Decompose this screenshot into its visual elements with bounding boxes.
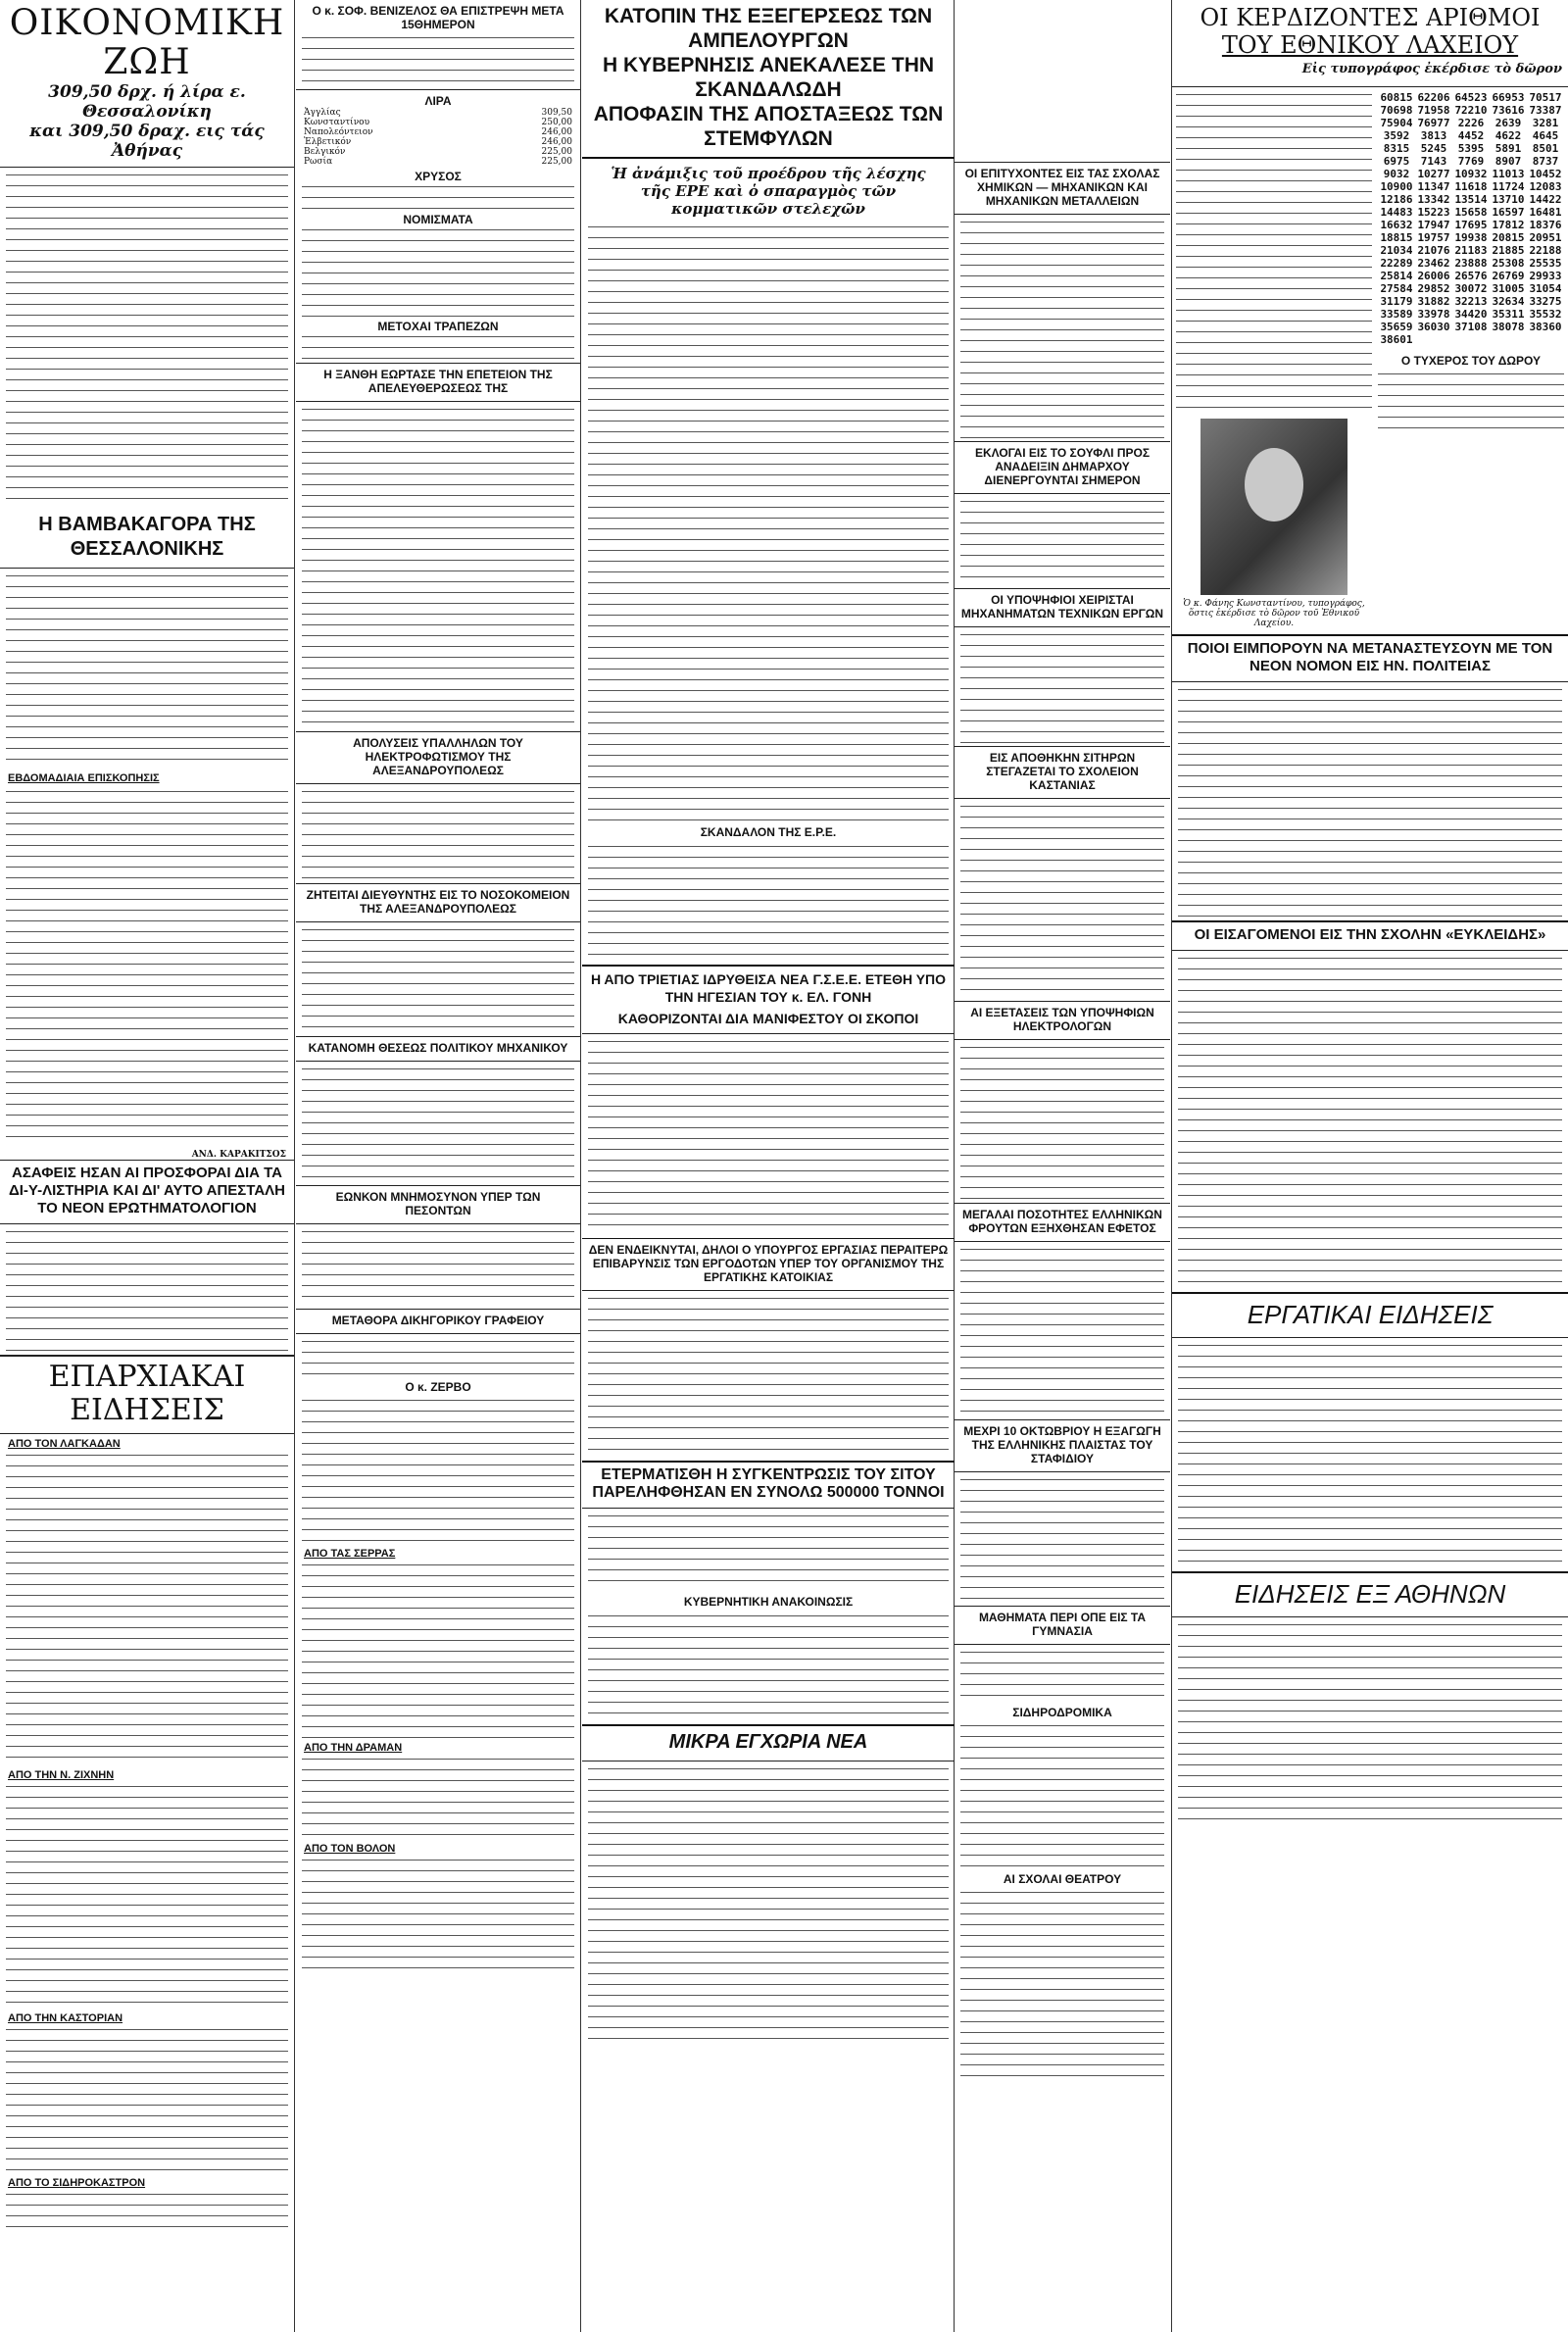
winning-number: 16481 xyxy=(1529,206,1562,219)
engineer-block xyxy=(296,1036,580,1062)
winning-number: 37108 xyxy=(1454,321,1488,333)
main-headline-3: ΑΠΟΦΑΣΙΝ ΤΗΣ ΑΠΟΣΤΑΞΕΩΣ ΤΩΝ ΣΤΕΜΦΥΛΩΝ xyxy=(593,103,944,150)
winning-number: 66953 xyxy=(1492,91,1525,104)
winning-number: 38078 xyxy=(1492,321,1525,333)
winning-number: 26576 xyxy=(1454,270,1488,282)
silos-block xyxy=(955,746,1170,799)
labor-news-text xyxy=(1178,1342,1562,1567)
winning-number: 18815 xyxy=(1380,231,1413,244)
grain-headline: ΕΤΕΡΜΑΤΙΣΘΗ Η ΣΥΓΚΕΝΤΡΩΣΙΣ ΤΟΥ ΣΙΤΟΥ xyxy=(601,1466,936,1483)
rail-text xyxy=(960,1722,1164,1869)
main-headline-block xyxy=(582,0,955,159)
exams-block xyxy=(955,1001,1170,1040)
winner-photo-caption: Ὁ κ. Φάνης Κωνσταντίνου, τυπογράφος, ὅστις ἐκέρδισε τὸ δῶρον τοῦ Ἐθνικοῦ Λαχείου. xyxy=(1183,599,1365,628)
weekly-review-text xyxy=(6,788,288,1146)
winning-number: 2639 xyxy=(1494,117,1522,129)
winning-number: 10900 xyxy=(1380,180,1413,193)
ships-headline: ΜΕΧΡΙ 10 ΟΚΤΩΒΡΙΟΥ Η ΕΞΑΓΩΓΗ ΤΗΣ ΕΛΛΗΝΙΚΗΣ ΠΛΑΙΣΤΑΣ ΤΟΥ ΣΤΑΦΙΔΙΟΥ xyxy=(963,1424,1161,1465)
lottery-right xyxy=(1378,91,1564,628)
sidirokastro-text xyxy=(6,2191,288,2230)
winning-number: 13342 xyxy=(1417,193,1450,206)
winning-number: 31054 xyxy=(1529,282,1562,295)
section-sidirokastro: ΑΠΟ ΤΟ ΣΙΔΗΡΟΚΑΣΤΡΟΝ xyxy=(8,2177,146,2189)
rate-name: Ναπολεόντειον xyxy=(304,127,373,137)
winning-number: 10452 xyxy=(1529,168,1562,180)
director-headline: ΖΗΤΕΙΤΑΙ ΔΙΕΥΘΥΝΤΗΣ ΕΙΣ ΤΟ ΝΟΣΟΚΟΜΕΙΟΝ ΤΗΣ ΑΛΕΞΑΝΔΡΟΥΠΟΛΕΩΣ xyxy=(306,888,570,916)
winning-number: 20815 xyxy=(1492,231,1525,244)
section-kastoria: ΑΠΟ ΤΗΝ ΚΑΣΤΟΡΙΑΝ xyxy=(8,2012,123,2024)
rate-name: Βελγικόν xyxy=(304,147,346,157)
winning-number: 35532 xyxy=(1529,308,1562,321)
euclid-block xyxy=(1172,920,1568,951)
zichni-text xyxy=(6,1783,288,2009)
winning-number: 64523 xyxy=(1454,91,1488,104)
mechanics-headline: ΟΙ ΥΠΟΨΗΦΙΟΙ ΧΕΙΡΙΣΤΑΙ ΜΗΧΑΝΗΜΑΤΩΝ ΤΕΧΝΙΚΩΝ ΕΡΓΩΝ xyxy=(960,593,1164,620)
winning-number: 20951 xyxy=(1529,231,1562,244)
winning-number: 8501 xyxy=(1532,142,1559,155)
winning-number: 13514 xyxy=(1454,193,1488,206)
winning-number: 5245 xyxy=(1420,142,1447,155)
rate-line-2: και 309,50 δραχ. εις τάς Ἀθήνας xyxy=(29,122,265,161)
winner-photo xyxy=(1200,419,1348,595)
small-news-headline: ΜΙΚΡΑ ΕΓΧΩΡΙΑ ΝΕΑ xyxy=(668,1731,868,1753)
lessons-headline: ΜΑΘΗΜΑΤΑ ΠΕΡΙ ΟΠΕ ΕΙΣ ΤΑ ΓΥΜΝΑΣΙΑ xyxy=(978,1611,1147,1638)
lucky-winner-text xyxy=(1378,371,1564,429)
rate-row xyxy=(302,108,574,118)
theatre-text xyxy=(960,1889,1164,2085)
section-serres: ΑΠΟ ΤΑΣ ΣΕΡΡΑΣ xyxy=(304,1548,396,1560)
winning-number: 29852 xyxy=(1417,282,1450,295)
winning-number: 18376 xyxy=(1529,219,1562,231)
rate-value: 246,00 xyxy=(541,137,572,147)
winning-number: 73387 xyxy=(1529,104,1562,117)
bank-shares-heading: ΜΕΤΟΧΑΙ ΤΡΑΠΕΖΩΝ xyxy=(377,320,499,333)
column-lottery xyxy=(1172,0,1568,2332)
winning-number: 21183 xyxy=(1454,244,1488,257)
winning-number: 7143 xyxy=(1420,155,1447,168)
offers-headline: ΑΣΑΦΕΙΣ ΗΣΑΝ ΑΙ ΠΡΟΣΦΟΡΑΙ ΔΙΑ ΤΑ ΔΙ-Υ-ΛΙΣΤΗΡΙΑ ΚΑΙ ΔΙ' ΑΥΤΟ ΑΠΕΣΤΑΛΗ ΤΟ ΝΕΟΝ ΕΡΩΤΗΜΑΤΟΛΟΓΙΟΝ xyxy=(8,1165,286,1216)
fruit-text xyxy=(960,1246,1164,1417)
winning-number: 35659 xyxy=(1380,321,1413,333)
winning-number: 33589 xyxy=(1380,308,1413,321)
winning-number: 11724 xyxy=(1492,180,1525,193)
coins-text xyxy=(302,226,574,320)
winning-number: 3813 xyxy=(1420,129,1447,142)
soufli-block xyxy=(955,441,1170,494)
winning-number: 29933 xyxy=(1529,270,1562,282)
winning-number: 38360 xyxy=(1529,321,1562,333)
winning-number: 19757 xyxy=(1417,231,1450,244)
euclid-headline: ΟΙ ΕΙΣΑΓΟΜΕΝΟΙ ΕΙΣ ΤΗΝ ΣΧΟΛΗΝ «ΕΥΚΛΕΙΔΗΣ» xyxy=(1194,926,1546,943)
winning-number: 34420 xyxy=(1454,308,1488,321)
silos-headline: ΕΙΣ ΑΠΟΘΗΚΗΝ ΣΙΤΗΡΩΝ ΣΤΕΓΑΖΕΤΑΙ ΤΟ ΣΧΟΛΕΙΟΝ ΚΑΣΤΑΝΙΑΣ xyxy=(986,751,1139,792)
soufli-headline: ΕΚΛΟΓΑΙ ΕΙΣ ΤΟ ΣΟΥΦΛΙ ΠΡΟΣ ΑΝΑΔΕΙΞΙΝ ΔΗΜΑΡΧΟΥ ΔΙΕΝΕΡΓΟΥΝΤΑΙ ΣΗΜΕΡΟΝ xyxy=(974,446,1151,487)
rate-line-1: 309,50 δρχ. ή λίρα ε. Θεσσαλονίκη xyxy=(48,82,246,122)
rate-name: Ρωσία xyxy=(304,157,333,167)
gold-text xyxy=(302,183,574,213)
offers-article-text xyxy=(6,1228,288,1351)
winning-number: 16597 xyxy=(1492,206,1525,219)
lottery-headline-2: ΤΟΥ ΕΘΝΙΚΟΥ ΛΑΧΕΙΟΥ xyxy=(1221,31,1519,59)
dismissals-block xyxy=(296,731,580,784)
xanthi-text xyxy=(302,406,574,729)
zervo-text xyxy=(302,1397,574,1544)
winning-number: 26769 xyxy=(1492,270,1525,282)
winning-number: 14483 xyxy=(1380,206,1413,219)
gsee-text xyxy=(588,1038,949,1234)
provincial-block xyxy=(0,1355,294,1434)
winning-number: 23462 xyxy=(1417,257,1450,270)
drama-text xyxy=(302,1756,574,1839)
lottery-body xyxy=(1172,91,1568,628)
transfer-headline: ΜΕΤΑΘΟΡΑ ΔΙΚΗΓΟΡΙΚΟΥ ΓΡΑΦΕΙΟΥ xyxy=(331,1314,545,1327)
venizelos-headline: Ο κ. ΣΟΦ. ΒΕΝΙΖΕΛΟΣ ΘΑ ΕΠΙΣΤΡΕΨΗ ΜΕΤΑ 15ΘΗΜΕΡΟΝ xyxy=(312,4,564,31)
chemists-block xyxy=(955,162,1170,215)
engineer-text xyxy=(302,1066,574,1183)
winning-number: 31882 xyxy=(1417,295,1450,308)
cotton-article-text xyxy=(6,572,288,769)
rates-block xyxy=(296,94,580,363)
lucky-winner-heading: Ο ΤΥΧΕΡΟΣ ΤΟΥ ΔΩΡΟΥ xyxy=(1400,354,1542,368)
silos-text xyxy=(960,803,1164,999)
lira-rates-table xyxy=(302,108,574,167)
transfer-text xyxy=(302,1338,574,1377)
offers-block xyxy=(0,1160,294,1224)
winning-number: 36030 xyxy=(1417,321,1450,333)
dismissals-headline: ΑΠΟΛΥΣΕΙΣ ΥΠΑΛΛΗΛΩΝ ΤΟΥ ΗΛΕΚΤΡΟΦΩΤΙΣΜΟΥ ΤΗΣ ΑΛΕΞΑΝΔΡΟΥΠΟΛΕΩΣ xyxy=(353,736,523,777)
winning-number: 25308 xyxy=(1492,257,1525,270)
chemists-headline: ΟΙ ΕΠΙΤΥΧΟΝΤΕΣ ΕΙΣ ΤΑΣ ΣΧΟΛΑΣ ΧΗΜΙΚΩΝ — ΜΗΧΑΝΙΚΩΝ ΚΑΙ ΜΗΧΑΝΙΚΩΝ ΜΕΤΑΛΛΕΙΩΝ xyxy=(964,167,1160,208)
column-rule xyxy=(580,0,581,2332)
main-subheadline: Ἡ ἀνάμιξις τοῦ προέδρου τῆς λέσχης τῆς ΕΡΕ καὶ ὁ σπαραγμὸς τῶν κομματικῶν στελεχῶν xyxy=(611,165,926,218)
transit-block xyxy=(1172,634,1568,682)
zervo-headline: Ο κ. ΖΕΡΒΟ xyxy=(405,1380,471,1394)
column-main-story xyxy=(582,0,955,2332)
main-headline-1: ΚΑΤΟΠΙΝ ΤΗΣ ΕΞΕΓΕΡΣΕΩΣ ΤΩΝ ΑΜΠΕΛΟΥΡΓΩΝ xyxy=(604,5,933,52)
serres-text xyxy=(302,1562,574,1738)
athens-news-text xyxy=(1178,1621,1562,1827)
winning-number: 10932 xyxy=(1454,168,1488,180)
winning-number: 11347 xyxy=(1417,180,1450,193)
ships-block xyxy=(955,1419,1170,1472)
winning-number: 11618 xyxy=(1454,180,1488,193)
transit-headline: ΠΟΙΟΙ ΕΙΜΠΟΡΟΥΝ ΝΑ ΜΕΤΑΝΑΣΤΕΥΣΟΥΝ ΜΕ ΤΟΝ ΝΕΟΝ ΝΟΜΟΝ ΕΙΣ ΗΝ. ΠΟΛΙΤΕΙΑΣ xyxy=(1187,640,1553,674)
economic-article-text xyxy=(6,172,288,505)
winning-number: 62206 xyxy=(1417,91,1450,104)
winning-number: 2226 xyxy=(1457,117,1485,129)
memorial-headline: ΕΩΝΚΟΝ ΜΝΗΜΟΣΥΝΟΝ ΥΠΕΡ ΤΩΝ ΠΕΣΟΝΤΩΝ xyxy=(335,1190,541,1217)
winning-number: 21885 xyxy=(1492,244,1525,257)
mechanics-text xyxy=(960,631,1164,744)
winning-number: 3592 xyxy=(1383,129,1410,142)
rate-value: 246,00 xyxy=(541,127,572,137)
winning-number: 9032 xyxy=(1383,168,1410,180)
rate-value: 225,00 xyxy=(541,147,572,157)
gsee-subheadline: ΚΑΘΟΡΙΖΟΝΤΑΙ ΔΙΑ ΜΑΝΙΦΕΣΤΟΥ ΟΙ ΣΚΟΠΟΙ xyxy=(617,1011,919,1026)
winning-number: 23888 xyxy=(1454,257,1488,270)
economic-life-title: ΟΙΚΟΝΟΜΙΚΗ ΖΩΗ xyxy=(9,3,285,82)
winning-number: 7769 xyxy=(1457,155,1485,168)
winning-number: 4452 xyxy=(1457,129,1485,142)
spacer xyxy=(955,0,1170,162)
bank-shares-text xyxy=(302,333,574,363)
winning-number: 11013 xyxy=(1492,168,1525,180)
winning-number: 17695 xyxy=(1454,219,1488,231)
govt-announcement-text xyxy=(588,1613,949,1720)
small-news-text xyxy=(588,1765,949,2040)
winning-number: 12083 xyxy=(1529,180,1562,193)
winning-number: 27584 xyxy=(1380,282,1413,295)
winning-number: 17947 xyxy=(1417,219,1450,231)
labor-news-block xyxy=(1172,1292,1568,1338)
dismissals-text xyxy=(302,788,574,881)
lagkadas-text xyxy=(6,1452,288,1765)
chemists-text xyxy=(960,219,1164,439)
engineer-headline: ΚΑΤΑΝΟΜΗ ΘΕΣΕΩΣ ΠΟΛΙΤΙΚΟΥ ΜΗΧΑΝΙΚΟΥ xyxy=(308,1041,568,1055)
winning-number: 4622 xyxy=(1494,129,1522,142)
lessons-block xyxy=(955,1606,1170,1645)
winning-number: 60815 xyxy=(1380,91,1413,104)
labor-news-headline: ΕΡΓΑΤΙΚΑΙ ΕΙΔΗΣΕΙΣ xyxy=(1247,1300,1494,1329)
winning-number: 8315 xyxy=(1383,142,1410,155)
rate-row xyxy=(302,157,574,167)
winning-number: 32634 xyxy=(1492,295,1525,308)
labor-ministry-text xyxy=(588,1295,949,1457)
economic-masthead-block xyxy=(0,0,294,168)
section-drama: ΑΠΟ ΤΗΝ ΔΡΑΜΑΝ xyxy=(304,1742,403,1754)
labor-ministry-block xyxy=(582,1238,955,1291)
winning-number: 76977 xyxy=(1417,117,1450,129)
athens-news-block xyxy=(1172,1571,1568,1617)
lira-heading: ΛΙΡΑ xyxy=(424,94,452,108)
theatre-headline: ΑΙ ΣΧΟΛΑΙ ΘΕΑΤΡΟΥ xyxy=(1003,1872,1122,1886)
fruit-headline: ΜΕΓΑΛΑΙ ΠΟΣΟΤΗΤΕΣ ΕΛΛΗΝΙΚΩΝ ΦΡΟΥΤΩΝ ΕΞΗΧΘΗΣΑΝ ΕΦΕΤΟΣ xyxy=(962,1208,1162,1235)
exams-headline: ΑΙ ΕΞΕΤΑΣΕΙΣ ΤΩΝ ΥΠΟΨΗΦΙΩΝ ΗΛΕΚΤΡΟΛΟΓΩΝ xyxy=(970,1006,1154,1033)
section-n-zichni: ΑΠΟ ΤΗΝ Ν. ΖΙΧΝΗΝ xyxy=(8,1769,115,1781)
lottery-headline-1: ΟΙ ΚΕΡΔΙΖΟΝΤΕΣ ΑΡΙΘΜΟΙ xyxy=(1200,4,1541,31)
rate-value: 225,00 xyxy=(541,157,572,167)
coins-heading: ΝΟΜΙΣΜΑΤΑ xyxy=(403,213,473,226)
grain-subheadline: ΠΑΡΕΛΗΦΘΗΣΑΝ ΕΝ ΣΥΝΟΛΩ 500000 ΤΟΝΝΟΙ xyxy=(592,1484,945,1501)
lottery-headline-block xyxy=(1172,0,1568,87)
govt-announcement-heading: ΚΥΒΕΡΝΗΤΙΚΗ ΑΝΑΚΟΙΝΩΣΙΣ xyxy=(683,1595,854,1609)
rate-name: Ἐλβετικόν xyxy=(304,137,352,147)
memorial-block xyxy=(296,1185,580,1224)
winning-number: 12186 xyxy=(1380,193,1413,206)
xanthi-headline: Η ΞΑΝΘΗ ΕΩΡΤΑΣΕ ΤΗΝ ΕΠΕΤΕΙΟΝ ΤΗΣ ΑΠΕΛΕΥΘΕΡΩΣΕΩΣ ΤΗΣ xyxy=(323,368,553,395)
provincial-news-headline: ΕΠΑΡΧΙΑΚΑΙ ΕΙΔΗΣΕΙΣ xyxy=(48,1360,246,1427)
venizelos-text xyxy=(302,34,574,83)
lottery-left xyxy=(1176,91,1372,628)
rate-row xyxy=(302,127,574,137)
euclid-text xyxy=(1178,955,1562,1288)
winning-number: 31179 xyxy=(1380,295,1413,308)
cotton-market-block xyxy=(0,509,294,569)
column-news-3b xyxy=(955,0,1170,2332)
rate-row xyxy=(302,137,574,147)
ships-text xyxy=(960,1476,1164,1604)
winning-number: 31005 xyxy=(1492,282,1525,295)
winning-number: 17812 xyxy=(1492,219,1525,231)
winning-number: 15223 xyxy=(1417,206,1450,219)
winning-number: 5891 xyxy=(1494,142,1522,155)
winning-number: 33275 xyxy=(1529,295,1562,308)
kastoria-text xyxy=(6,2026,288,2173)
soufli-text xyxy=(960,498,1164,586)
grain-text xyxy=(588,1513,949,1591)
winning-number: 32213 xyxy=(1454,295,1488,308)
winning-number: 10277 xyxy=(1417,168,1450,180)
winning-number: 3281 xyxy=(1532,117,1559,129)
winning-number: 35311 xyxy=(1492,308,1525,321)
transit-text xyxy=(1178,686,1562,917)
winning-number: 8907 xyxy=(1494,155,1522,168)
lottery-article-text xyxy=(1176,91,1372,415)
winning-number: 21034 xyxy=(1380,244,1413,257)
small-news-block xyxy=(582,1724,955,1761)
winning-number: 13710 xyxy=(1492,193,1525,206)
labor-ministry-headline: ΔΕΝ ΕΝΔΕΙΚΝΥΤΑΙ, ΔΗΛΟΙ Ο ΥΠΟΥΡΓΟΣ ΕΡΓΑΣΙΑΣ ΠΕΡΑΙΤΕΡΩ ΕΠΙΒΑΡΥΝΣΙΣ ΤΩΝ ΕΡΓΟΔΟΤΩΝ ΥΠΕΡ ΤΟΥ ΟΡΓΑΝΙΣΜΟΥ ΤΗΣ ΕΡΓΑΤΙΚΗΣ ΚΑΤΟΙΚΙΑΣ xyxy=(588,1243,949,1284)
winning-number: 70517 xyxy=(1529,91,1562,104)
winning-number: 70698 xyxy=(1380,104,1413,117)
winning-number: 4645 xyxy=(1532,129,1559,142)
director-text xyxy=(302,926,574,1034)
winning-number: 19938 xyxy=(1454,231,1488,244)
winning-number: 25814 xyxy=(1380,270,1413,282)
mechanics-block xyxy=(955,588,1170,627)
winning-number: 73616 xyxy=(1492,104,1525,117)
weekly-review-heading: ΕΒΔΟΜΑΔΙΑΙΑ ΕΠΙΣΚΟΠΗΣΙΣ xyxy=(8,772,160,784)
column-news-2 xyxy=(296,0,580,2332)
rate-row xyxy=(302,118,574,127)
cotton-market-headline: Η ΒΑΜΒΑΚΑΓΟΡΑ ΤΗΣ ΘΕΣΣΑΛΟΝΙΚΗΣ xyxy=(38,514,256,560)
rate-name: Κωνσταντίνου xyxy=(304,118,370,127)
rate-value: 250,00 xyxy=(541,118,572,127)
winning-numbers-grid xyxy=(1378,91,1564,346)
signature: ΑΝΔ. ΚΑΡΑΚΙΤΣΟΣ xyxy=(191,1150,286,1160)
volos-text xyxy=(302,1857,574,1974)
rail-headline: ΣΙΔΗΡΟΔΡΟΜΙΚΑ xyxy=(1012,1706,1112,1719)
winning-number: 6975 xyxy=(1383,155,1410,168)
rate-name: Ἀγγλίας xyxy=(304,108,341,118)
scandal-text xyxy=(588,843,949,961)
winning-number: 22289 xyxy=(1380,257,1413,270)
main-headline-2: Η ΚΥΒΕΡΝΗΣΙΣ ΑΝΕΚΑΛΕΣΕ ΤΗΝ ΣΚΑΝΔΑΛΩΔΗ xyxy=(602,54,935,101)
gsee-headline: Η ΑΠΟ ΤΡΙΕΤΙΑΣ ΙΔΡΥΘΕΙΣΑ ΝΕΑ Γ.Σ.Ε.Ε. ΕΤΕΘΗ ΥΠΟ ΤΗΝ ΗΓΕΣΙΑΝ ΤΟΥ κ. ΕΛ. ΓΟΝΗ xyxy=(590,971,947,1005)
winning-number: 22188 xyxy=(1529,244,1562,257)
column-economic xyxy=(0,0,294,2332)
winning-number: 5395 xyxy=(1457,142,1485,155)
winning-number: 8737 xyxy=(1532,155,1559,168)
rate-value: 309,50 xyxy=(541,108,572,118)
winning-number: 26006 xyxy=(1417,270,1450,282)
athens-news-headline: ΕΙΔΗΣΕΙΣ ΕΞ ΑΘΗΝΩΝ xyxy=(1234,1579,1506,1609)
winning-number: 71958 xyxy=(1417,104,1450,117)
section-volos: ΑΠΟ ΤΟΝ ΒΟΛΟΝ xyxy=(304,1843,396,1855)
column-rule xyxy=(294,0,295,2332)
winning-number: 14422 xyxy=(1529,193,1562,206)
winning-number: 21076 xyxy=(1417,244,1450,257)
fruit-block xyxy=(955,1203,1170,1242)
rate-row xyxy=(302,147,574,157)
memorial-text xyxy=(302,1228,574,1307)
exams-text xyxy=(960,1044,1164,1201)
winning-number: 33978 xyxy=(1417,308,1450,321)
main-story-text xyxy=(588,223,949,821)
winning-number: 75904 xyxy=(1380,117,1413,129)
lessons-text xyxy=(960,1649,1164,1703)
venizelos-block xyxy=(296,0,580,90)
transfer-block xyxy=(296,1309,580,1334)
scandal-heading: ΣΚΑΝΔΑΛΟΝ ΤΗΣ Ε.Ρ.Ε. xyxy=(700,825,837,839)
winning-number: 30072 xyxy=(1454,282,1488,295)
xanthi-block xyxy=(296,363,580,402)
director-block xyxy=(296,883,580,922)
winning-number: 38601 xyxy=(1380,333,1413,346)
grain-block xyxy=(582,1461,955,1509)
section-lagkadas: ΑΠΟ ΤΟΝ ΛΑΓΚΑΔΑΝ xyxy=(8,1438,121,1450)
winning-number: 16632 xyxy=(1380,219,1413,231)
winning-number: 15658 xyxy=(1454,206,1488,219)
gold-heading: ΧΡΥΣΟΣ xyxy=(415,170,462,183)
winning-number: 25535 xyxy=(1529,257,1562,270)
lottery-subheadline: Εἰς τυπογράφος ἐκέρδισε τὸ δῶρον xyxy=(1301,62,1562,76)
winning-number: 72210 xyxy=(1454,104,1488,117)
gsee-block xyxy=(582,965,955,1034)
